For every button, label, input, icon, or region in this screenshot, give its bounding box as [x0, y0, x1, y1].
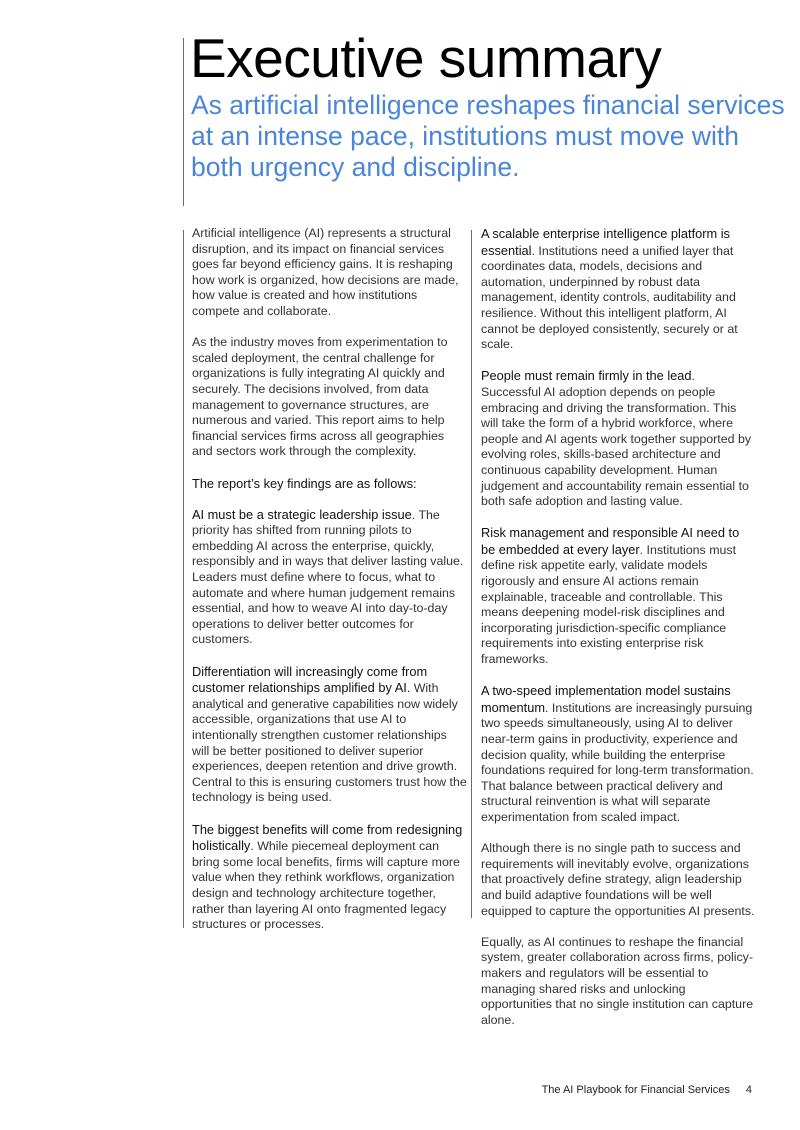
finding-lead: People must remain firmly in the lead: [481, 368, 692, 384]
page-title: Executive summary: [190, 27, 662, 89]
key-findings-intro: The report’s key findings are as follows:: [192, 475, 417, 491]
finding-paragraph: [481, 683, 756, 825]
finding-lead: A scalable enterprise intelligence platform is essential: [481, 226, 730, 258]
closing-paragraph-1: Although there is no single path to success and requirements will inevitably evolve, organizations that proactively define strategy, align leadership and build adaptive foundations will be well equipped to capture the opportunities AI presents.: [481, 841, 755, 918]
page-subtitle: As artificial intelligence reshapes financial services at an intense pace, institutions must move with both urgency and discipline.: [191, 90, 785, 182]
finding-paragraph: [481, 226, 756, 353]
finding-body: . Institutions are increasingly pursuing two speeds simultaneously, using AI to deliver near-term gains in productivity, experience and decision quality, while building the enterprise foundations required for long-term transformation. That balance between practical delivery and structural reinvention is what will separate experimentation from scaled impact.: [481, 700, 754, 824]
finding-paragraph: [481, 368, 756, 509]
finding-lead: AI must be a strategic leadership issue: [192, 506, 412, 522]
page-number: 4: [745, 1084, 752, 1096]
finding-body: . Institutions need a unified layer that coordinates data, models, decisions and automation, underpinned by robust data management, identity controls, auditability and resilience. Without this intelligent platform, AI cannot be deployed consistently, securely or at scale.: [481, 243, 738, 352]
finding-paragraph: [192, 822, 467, 933]
finding-body: . Successful AI adoption depends on people embracing and driving the transformation. This will take the form of a hybrid workforce, where people and AI agents work together supported by evolving roles, skills-based architecture and continuous capability development. Human judgement and accountability remain essential to both safe adoption and lasting value.: [481, 369, 752, 509]
page-footer: [500, 1084, 752, 1096]
title-divider-rule: [183, 38, 184, 206]
finding-paragraph: [192, 664, 467, 806]
finding-body: . While piecemeal deployment can bring some local benefits, firms will capture more value when they rethink workflows, organization design and technology architecture together, rather than layering AI onto fragmented legacy structures or processes.: [192, 839, 460, 932]
intro-paragraph-1: Artificial intelligence (AI) represents a structural disruption, and its impact on financial services goes far beyond efficiency gains. It is reshaping how work is organized, how decisions are made, how value is created and how institutions compete and collaborate.: [192, 226, 459, 318]
closing-paragraph-2: Equally, as AI continues to reshape the financial system, greater collaboration across firms, policy-makers and regulators will be essential to managing shared risks and unlocking opportunities that no single institution can capture alone.: [481, 934, 754, 1027]
finding-lead: Differentiation will increasingly come from customer relationships amplified by AI: [192, 663, 428, 696]
left-column-rule: [183, 230, 184, 928]
finding-lead: The biggest benefits will come from redesigning holistically: [192, 821, 463, 854]
finding-body: . The priority has shifted from running pilots to embedding AI across the enterprise, quickly, responsibly and in ways that deliver lasting value. Leaders must define where to focus, what to automate and where human judgement remains essential, and how to weave AI into day-to-day operations to deliver better outcomes for customers.: [192, 507, 464, 647]
finding-paragraph: [192, 507, 467, 648]
finding-body: . Institutions must define risk appetite early, validate models rigorously and ensure AI actions remain explainable, traceable and controllable. This means deepening model-risk disciplines and incorporating jurisdiction-specific compliance requirements into existing enterprise risk frameworks.: [481, 542, 737, 667]
right-column: [481, 226, 756, 1044]
finding-body: . With analytical and generative capabilities now widely accessible, organizations that use AI to intentionally strengthen customer relationships will be better positioned to deliver superior experiences, deepen retention and drive growth. Central to this is ensuring customers trust how the technology is being used.: [192, 681, 467, 805]
finding-lead: A two-speed implementation model sustains momentum: [481, 683, 731, 715]
finding-lead: Risk management and responsible AI need to be embedded at every layer: [481, 525, 740, 557]
finding-paragraph: [481, 525, 756, 667]
intro-paragraph-2: As the industry moves from experimentation to scaled deployment, the central challenge for organizations is fully integrating AI quickly and securely. The decisions involved, from data management to governance structures, are numerous and varied. This report aims to help financial services firms across all geographies and sectors work through the complexity.: [192, 335, 448, 459]
right-column-rule: [471, 230, 472, 918]
left-column: [192, 226, 467, 948]
publication-title: The AI Playbook for Financial Services: [541, 1084, 730, 1096]
